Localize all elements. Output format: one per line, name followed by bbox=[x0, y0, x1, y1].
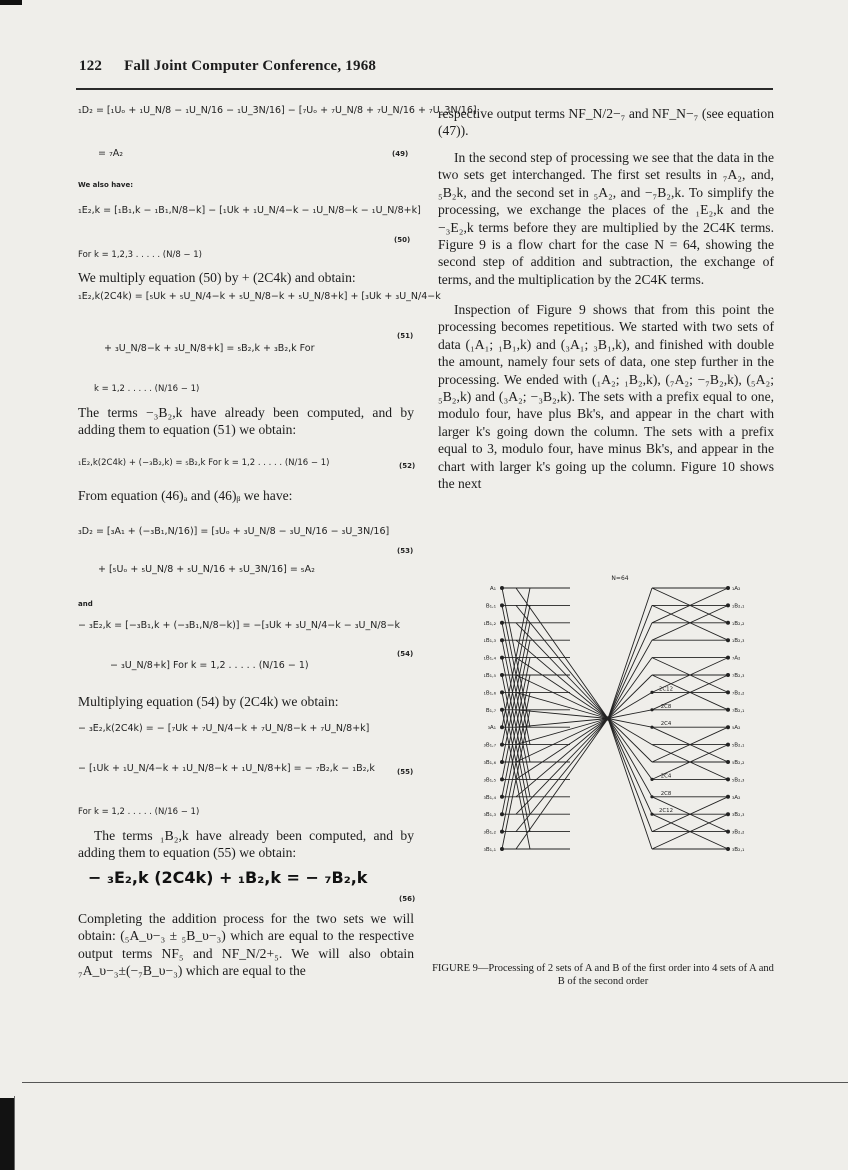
multiplier-label: 2C8 bbox=[660, 790, 672, 797]
input-label: ₃A₁ bbox=[487, 725, 496, 732]
output-label: ₁B₂,₁ bbox=[732, 603, 745, 610]
figure-9-title: N=64 bbox=[611, 575, 629, 582]
equation-number-53: (53) bbox=[397, 547, 414, 555]
exchange-ray bbox=[608, 605, 652, 718]
exchange-ray bbox=[608, 719, 652, 850]
equation-number-52: (52) bbox=[399, 462, 416, 470]
equation-number-51: (51) bbox=[397, 332, 414, 340]
output-label: ₅A₂ bbox=[732, 725, 741, 732]
exchange-ray bbox=[608, 658, 652, 719]
equation-number-49: (49) bbox=[392, 150, 409, 158]
header-rule bbox=[76, 88, 773, 90]
output-label: ₁B₂,₂ bbox=[732, 620, 745, 627]
output-label: ₁A₂ bbox=[732, 586, 741, 592]
input-label: ₁B₁,₅ bbox=[483, 673, 496, 679]
multiplier-label: 2C12 bbox=[658, 686, 674, 693]
exchange-ray bbox=[516, 640, 608, 718]
multiplier-label: 2C8 bbox=[660, 703, 672, 710]
exchange-ray bbox=[516, 623, 608, 719]
input-label: ₃B₁,₄ bbox=[483, 794, 496, 801]
equation-49-line-2: = ₇A₂ bbox=[98, 148, 124, 159]
output-label: ₃B₂,₂ bbox=[732, 829, 745, 836]
output-label: ₅B₂,₁ bbox=[732, 742, 745, 749]
equation-49-line-1: ₁D₂ = [₁Uₒ + ₁U_N/8 − ₁U_N/16 − ₁U_3N/16] − [₇Uₒ + ₇U_N/8 + ₇U_N/16 + ₇U_3N/16] bbox=[78, 105, 477, 116]
output-label: ₃A₂ bbox=[732, 794, 741, 801]
paragraph-inspection: Inspection of Figure 9 shows that from this point the processing becomes repetitious. We started with two sets of data (₁A₁; ₁B₁,k) and (₃A₁; ₃B₁,k), and finished with double the amount, namely four sets of data, one step further in the processing. We ended with (₁A₂; ₁B₂,k), (₇A₂; −₇B₂,k), (₅A₂; ₅B₂,k) and (₃A₂; −₃B₂,k). The sets with a prefix equal to one, modulo four, have plus Bk's, and appear in the chart with larger k's going down the column. The sets with a prefix equal to 3, modulo four, have minus Bk's, and appear in the chart with larger k's going up the column. Figure 10 shows the next bbox=[438, 302, 774, 492]
multiplier-node bbox=[650, 795, 653, 798]
equation-number-56: (56) bbox=[399, 895, 416, 903]
input-label: ₁B₁,₃ bbox=[483, 638, 496, 645]
equation-56: − ₃E₂,k (2C4k) + ₁B₂,k = − ₇B₂,k bbox=[88, 868, 368, 887]
exchange-ray bbox=[516, 719, 608, 797]
exchange-ray bbox=[516, 719, 608, 850]
output-label: ₅B₂,₃ bbox=[732, 777, 745, 784]
input-label: ₃B₁,₆ bbox=[483, 760, 496, 766]
equation-51-line-1: ₁E₂,k(2C4k) = [₅Uk + ₅U_N/4−k + ₅U_N/8−k + ₅U_N/8+k] + [₃Uk + ₃U_N/4−k bbox=[78, 291, 441, 302]
output-label: ₃B₂,₃ bbox=[732, 812, 745, 819]
input-label: A₁ bbox=[489, 586, 496, 592]
input-label: B₁,₁ bbox=[485, 603, 496, 610]
input-label: B₁,₇ bbox=[485, 707, 496, 714]
input-label: ₃B₁,₂ bbox=[483, 829, 496, 836]
running-header bbox=[79, 58, 376, 75]
paragraph-multiply-50: We multiply equation (50) by + (2C4k) and obtain: bbox=[78, 270, 356, 285]
input-label: ₁B₁,₂ bbox=[483, 620, 496, 627]
input-label: ₁B₁,₆ bbox=[483, 690, 496, 697]
equation-number-54: (54) bbox=[397, 650, 414, 658]
figure-9-flow-chart bbox=[470, 570, 770, 890]
equation-51-line-2: + ₃U_N/8−k + ₃U_N/8+k] = ₅B₂,k + ₃B₂,k For bbox=[104, 343, 315, 354]
equation-53-line-1: ₃D₂ = [₃A₁ + (−₃B₁,N/16)] = [₃Uₒ + ₃U_N/8 − ₃U_N/16 − ₃U_3N/16] bbox=[78, 526, 390, 537]
bottom-rule bbox=[22, 1082, 848, 1083]
equation-number-55: (55) bbox=[397, 768, 414, 776]
multiplier-node bbox=[650, 726, 653, 729]
output-label: ₇A₂ bbox=[732, 655, 741, 662]
equation-50-range: For k = 1,2,3 . . . . . (N/8 − 1) bbox=[78, 250, 202, 260]
input-label: ₃B₁,₅ bbox=[483, 777, 496, 784]
input-label: ₁B₁,₄ bbox=[483, 655, 496, 662]
paragraph-second-step: In the second step of processing we see that the data in the two sets get interchanged. The first set results in ₇A₂, and, ₅B₂k, and the second set in ₅A₂, and −₇B₂,k. To simplify the processing, we exchange the places of the ₁E₂,k and the −₃E₂,k terms before they are multiplied by the 2C4K terms. Figure 9 is a flow chart for the case N = 64, showing the second step of addition and subtraction, the exchange of terms, and the multiplication by the 2C4K terms. bbox=[438, 150, 774, 287]
output-label: ₇B₂,₃ bbox=[732, 673, 745, 679]
paragraph-respective-output: respective output terms NF_N/2−₇ and NF_N−₇ (see equation (47)). bbox=[438, 106, 774, 139]
multiplier-node bbox=[650, 708, 653, 711]
equation-number-50: (50) bbox=[394, 236, 411, 244]
input-label: ₃B₁,₇ bbox=[483, 742, 496, 749]
equation-51-range: k = 1,2 . . . . . (N/16 − 1) bbox=[94, 384, 200, 394]
paragraph-multiply-54: Multiplying equation (54) by (2C4k) we obtain: bbox=[78, 694, 339, 709]
paragraph-from-46: From equation (46)ₐ and (46)ᵦ we have: bbox=[78, 488, 293, 503]
scan-edge-mark bbox=[0, 0, 22, 5]
multiplier-node bbox=[650, 691, 653, 694]
equation-50: ₁E₂,k = [₁B₁,k − ₁B₁,N/8−k] − [₁Uk + ₁U_N/4−k − ₁U_N/8−k − ₁U_N/8+k] bbox=[78, 205, 421, 216]
center-node bbox=[606, 716, 610, 720]
exchange-ray bbox=[608, 719, 652, 780]
scan-binding-shadow bbox=[0, 1098, 14, 1170]
input-label: ₃B₁,₁ bbox=[483, 847, 496, 853]
exchange-ray bbox=[608, 588, 652, 719]
exchange-ray bbox=[608, 719, 652, 815]
multiplier-label: 2C4 bbox=[660, 773, 672, 780]
equation-54-line-1: − ₃E₂,k = [−₃B₁,k + (−₃B₁,N/8−k)] = −[₃Uk + ₃U_N/4−k − ₃U_N/8−k bbox=[78, 620, 401, 631]
figure-9-caption: FIGURE 9—Processing of 2 sets of A and B of the first order into 4 sets of A and B of the second order bbox=[432, 963, 774, 987]
output-label: ₁B₂,₃ bbox=[732, 638, 745, 645]
scan-edge-line bbox=[14, 1096, 15, 1170]
and-label: and bbox=[78, 600, 93, 608]
exchange-ray bbox=[608, 719, 652, 832]
input-label: ₃B₁,₃ bbox=[483, 812, 496, 819]
output-label: ₇B₂,₁ bbox=[732, 707, 745, 714]
paragraph-completing: Completing the addition process for the two sets we will obtain: (₅A_υ−₃ ± ₅B_υ−₃) which are equal to the respective output terms NF₅ and NF_N/2+₅. We will also obtain ₇A_υ−₃±(−₇B_υ−₃) which are equal to the bbox=[78, 911, 414, 979]
equation-54-line-2: − ₃U_N/8+k] For k = 1,2 . . . . . (N/16 − 1) bbox=[110, 660, 309, 671]
page-number: 122 bbox=[79, 58, 103, 74]
multiplier-label: 2C4 bbox=[660, 721, 672, 728]
multiplier-label: 2C12 bbox=[658, 808, 674, 815]
equation-52: ₁E₂,k(2C4k) + (−₃B₂,k) = ₅B₂,k For k = 1,2 . . . . . (N/16 − 1) bbox=[78, 458, 330, 468]
output-label: ₃B₂,₁ bbox=[732, 847, 745, 853]
we-also-have-label: We also have: bbox=[78, 181, 134, 189]
journal-title: Fall Joint Computer Conference, 1968 bbox=[124, 58, 377, 74]
output-label: ₅B₂,₂ bbox=[732, 760, 745, 766]
multiplier-node bbox=[650, 813, 653, 816]
paragraph-terms-1b: The terms ₁B₂,k have already been computed, and by adding them to equation (55) we obtain: bbox=[78, 828, 414, 861]
equation-55-line-2: − [₁Uk + ₁U_N/4−k + ₁U_N/8−k + ₁U_N/8+k] = − ₇B₂,k − ₁B₂,k bbox=[78, 763, 375, 774]
output-label: ₇B₂,₂ bbox=[732, 690, 745, 697]
exchange-ray bbox=[608, 623, 652, 719]
paragraph-terms-3b: The terms −₃B₂,k have already been computed, and by adding them to equation (51) we obtain: bbox=[78, 405, 414, 438]
multiplier-node bbox=[650, 778, 653, 781]
equation-53-line-2: + [₅Uₒ + ₅U_N/8 + ₅U_N/16 + ₅U_3N/16] = ₅A₂ bbox=[98, 564, 315, 575]
equation-55-line-1: − ₃E₂,k(2C4k) = − [₇Uk + ₇U_N/4−k + ₇U_N/8−k + ₇U_N/8+k] bbox=[78, 723, 370, 734]
exchange-ray bbox=[516, 719, 608, 815]
equation-55-range: For k = 1,2 . . . . . (N/16 − 1) bbox=[78, 807, 200, 817]
